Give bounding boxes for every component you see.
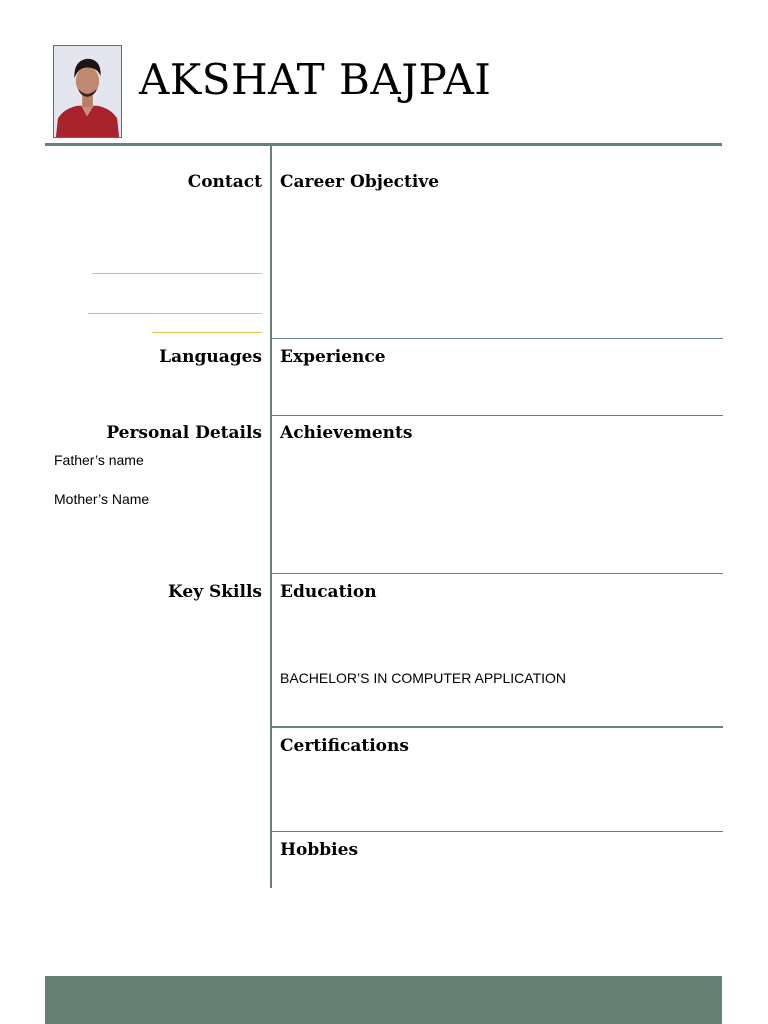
candidate-name: AKSHAT BAJPAI: [139, 55, 492, 104]
contact-line-2[interactable]: [88, 313, 262, 314]
certifications-heading: Certifications: [280, 736, 409, 756]
header-divider: [45, 143, 722, 146]
mothers-name-label: Mother’s Name: [54, 491, 150, 507]
divider-education: [272, 573, 723, 574]
hobbies-heading: Hobbies: [280, 840, 359, 860]
contact-line-3[interactable]: [152, 332, 262, 333]
profile-photo: [53, 45, 122, 138]
education-heading: Education: [280, 582, 377, 602]
experience-heading: Experience: [280, 347, 386, 367]
languages-heading: Languages: [159, 347, 262, 367]
personal-details-heading: Personal Details: [106, 423, 262, 443]
achievements-heading: Achievements: [280, 423, 413, 443]
footer-band: [45, 976, 722, 1024]
fathers-name-label: Father’s name: [54, 452, 144, 468]
education-degree: BACHELOR’S IN COMPUTER APPLICATION: [280, 670, 567, 686]
divider-hobbies: [272, 831, 723, 832]
person-portrait-icon: [54, 46, 121, 137]
contact-heading: Contact: [187, 172, 262, 192]
key-skills-heading: Key Skills: [167, 582, 262, 602]
divider-experience: [272, 338, 723, 339]
contact-line-1[interactable]: [92, 273, 262, 274]
divider-achievements: [272, 415, 723, 416]
column-divider: [270, 146, 272, 888]
divider-certifications: [272, 726, 723, 728]
career-objective-heading: Career Objective: [280, 172, 440, 192]
